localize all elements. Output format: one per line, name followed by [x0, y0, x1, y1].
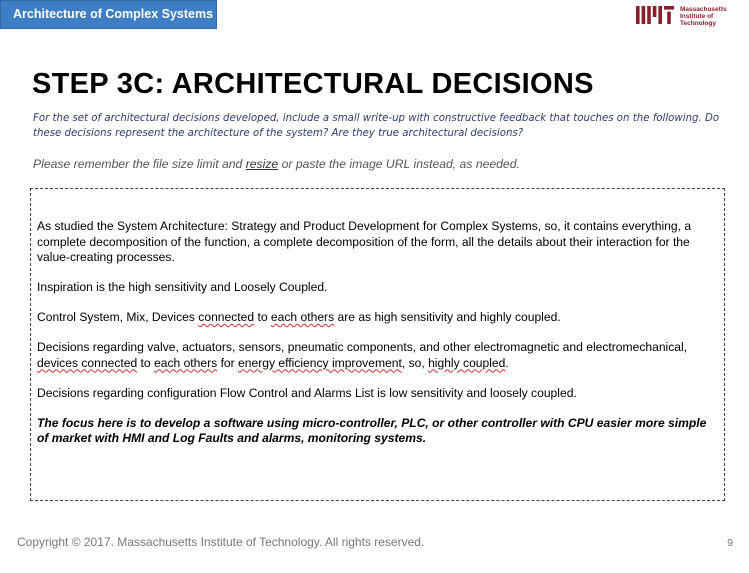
institution-name: Massachusetts Institute of Technology	[680, 6, 727, 27]
answer-content	[37, 219, 717, 461]
reminder-before: Please remember the file size limit and	[33, 157, 246, 171]
misspelled-word: devices connected	[37, 355, 138, 370]
paragraph-valve-decisions	[37, 340, 717, 371]
mit-logo-icon	[636, 6, 674, 24]
mit-logo	[636, 6, 727, 28]
paragraph-flow-control: Decisions regarding configuration Flow Control and Alarms List is low sensitivity and loosely coupled.	[37, 385, 577, 400]
p3-text-c: to	[254, 310, 271, 324]
paragraph-inspiration: Inspiration is the high sensitivity and Loosely Coupled.	[37, 280, 328, 294]
misspelled-word: highly coupled	[428, 355, 506, 370]
course-label: Architecture of Complex Systems	[0, 0, 217, 29]
misspelled-word: each others	[270, 310, 335, 324]
p4-text-i: .	[505, 355, 509, 370]
paragraph-focus: The focus here is to develop a software using micro-controller, PLC, or other controller with CPU easier more simple of market with HMI and Log Faults and alarms, monitoring systems.	[37, 415, 707, 445]
p4-text-g: , so,	[401, 355, 429, 370]
misspelled-word: connected	[198, 310, 255, 324]
misspelled-word: each others	[154, 355, 218, 370]
p4-text-c: to	[137, 355, 154, 370]
p3-text-e: are as high sensitivity and highly coupled.	[334, 310, 561, 324]
paragraph-architecture-overview: As studied the System Architecture: Strategy and Product Development for Complex Systems, so, it contains everything, a complete decomposition of the function, a complete decomposition of the form, all the details about their interaction for the value-creating processes.	[37, 219, 692, 264]
reminder-after: or paste the image URL instead, as needed.	[278, 157, 520, 171]
p3-text-a: Control System, Mix, Devices	[37, 310, 199, 324]
reminder-text	[33, 157, 520, 171]
paragraph-control-system	[37, 310, 717, 326]
instructions-text: For the set of architectural decisions developed, include a small write-up with constructive feedback that touches on the following. Do these decisions represent the architecture of the system? Are they true architectural decisions?	[33, 113, 720, 139]
misspelled-word: energy efficiency improvement	[238, 355, 402, 370]
p4-text-a: Decisions regarding valve, actuators, sensors, pneumatic components, and other electromagnetic and electromechanical,	[37, 340, 688, 354]
copyright-footer: Copyright © 2017. Massachusetts Institute of Technology. All rights reserved.	[17, 535, 425, 549]
page-title: STEP 3C: ARCHITECTURAL DECISIONS	[32, 68, 594, 100]
page-number: 9	[727, 537, 733, 549]
p4-text-e: for	[217, 355, 239, 370]
resize-link[interactable]: resize	[245, 157, 279, 171]
